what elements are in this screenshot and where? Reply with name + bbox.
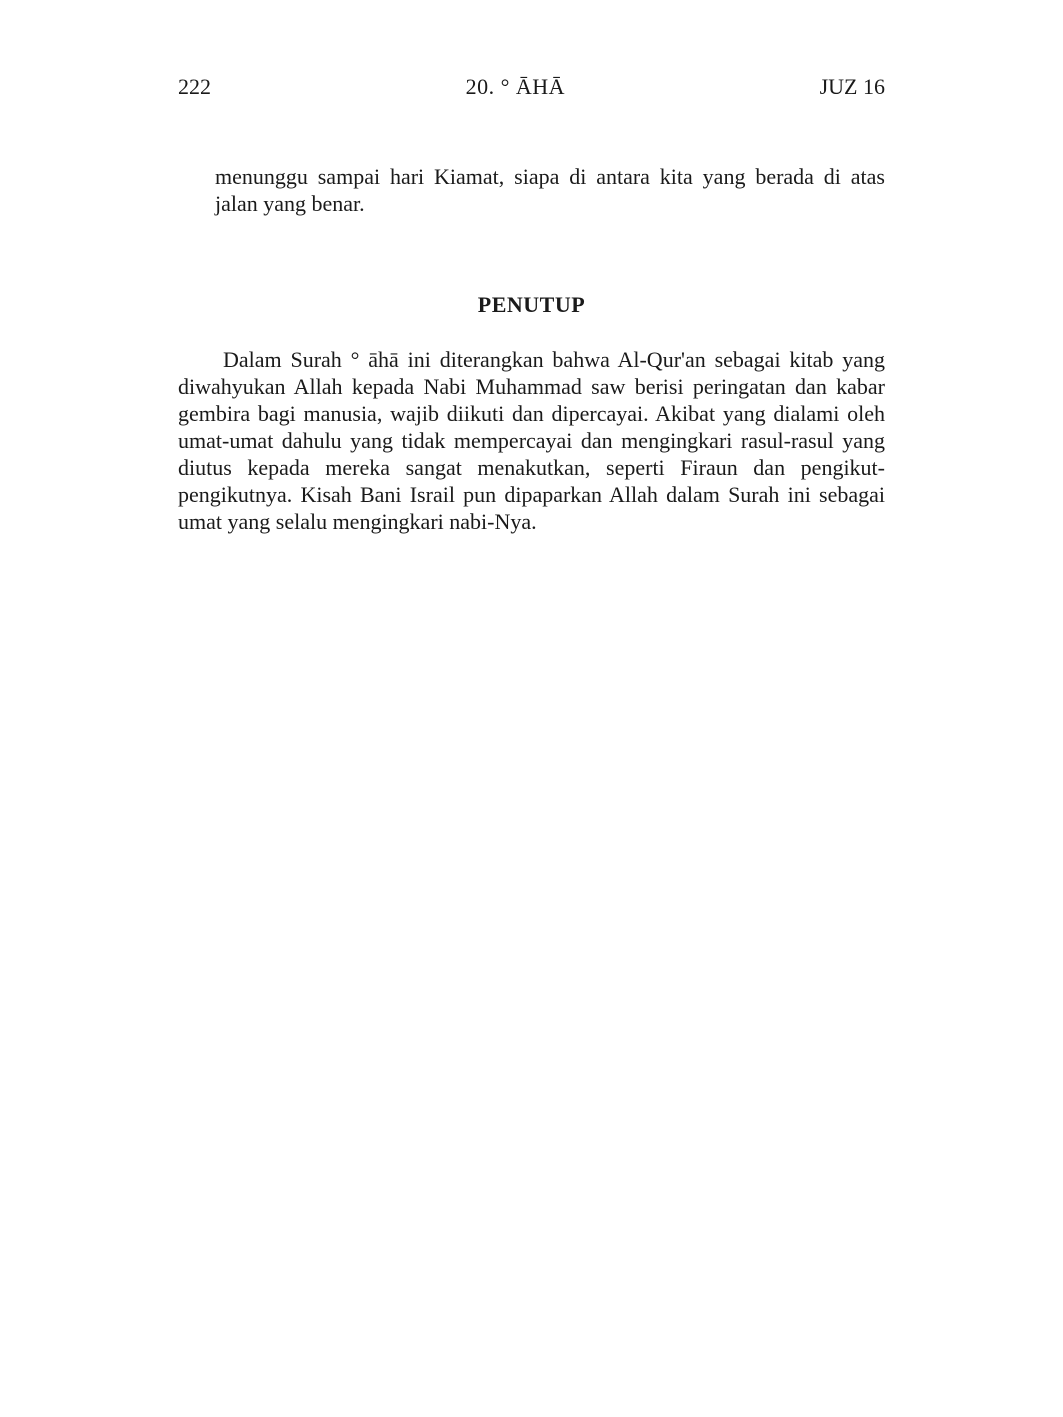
continuation-line: menunggu sampai hari Kiamat, siapa di antara kita yang berada di atas <box>215 164 885 189</box>
text-column <box>178 0 885 535</box>
closing-paragraph-line: Dalam Surah ° āhā ini diterangkan bahwa Al-Qur'an sebagai kitab yang <box>223 347 885 372</box>
closing-paragraph-line: diwahyukan Allah kepada Nabi Muhammad saw berisi peringatan dan kabar <box>178 374 885 399</box>
continuation-line: jalan yang benar. <box>215 191 365 216</box>
closing-paragraph-line: gembira bagi manusia, wajib diikuti dan dipercayai. Akibat yang dialami oleh <box>178 401 885 426</box>
juz-label: JUZ 16 <box>819 74 885 99</box>
closing-paragraph-line: diutus kepada mereka sangat menakutkan, seperti Firaun dan pengikut- <box>178 455 885 480</box>
closing-paragraph-line: pengikutnya. Kisah Bani Israil pun dipaparkan Allah dalam Surah ini sebagai <box>178 482 885 507</box>
section-heading: PENUTUP <box>477 292 586 317</box>
closing-paragraph-line: umat yang selalu mengingkari nabi-Nya. <box>178 509 537 534</box>
surah-title: 20. ° ĀHĀ <box>465 74 566 99</box>
page-number: 222 <box>178 74 211 99</box>
closing-paragraph-line: umat-umat dahulu yang tidak mempercayai dan mengingkari rasul-rasul yang <box>178 428 885 453</box>
running-header <box>178 73 885 100</box>
continuation-paragraph <box>215 163 885 217</box>
closing-paragraph <box>178 346 885 535</box>
